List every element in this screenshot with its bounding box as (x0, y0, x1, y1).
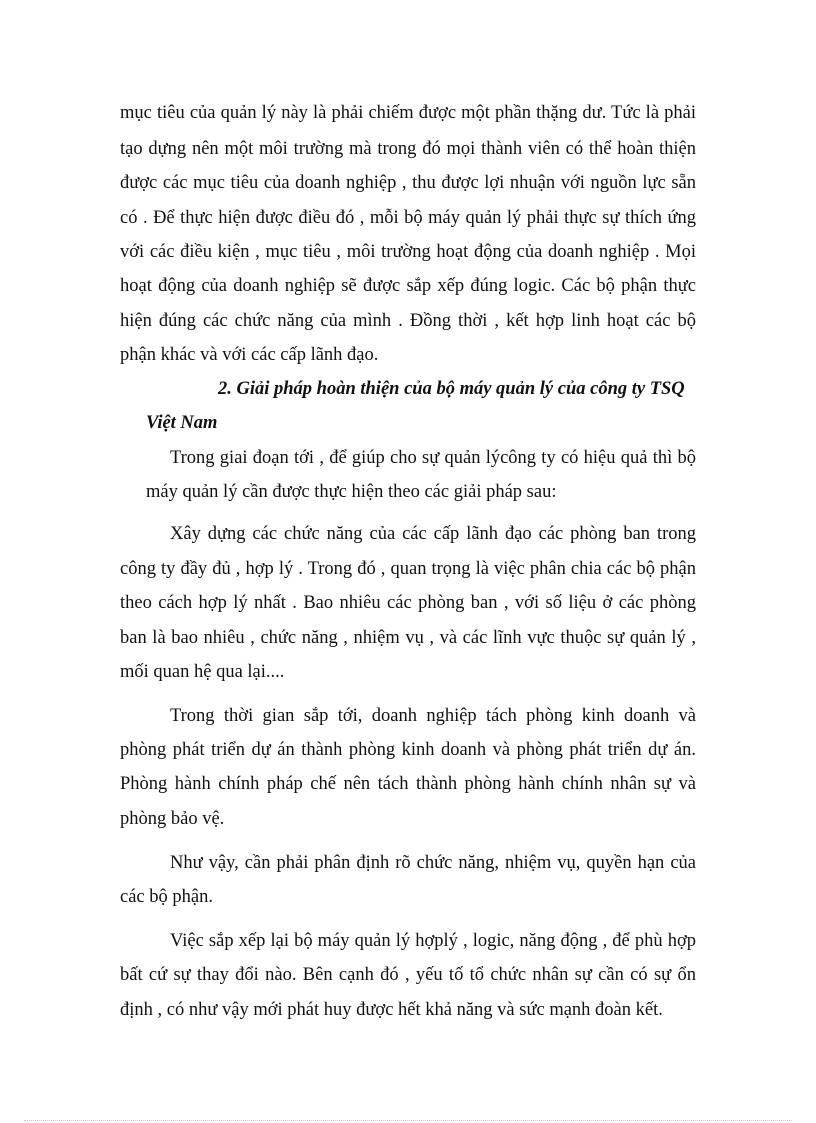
paragraph-line: mối quan hệ qua lại.... (120, 662, 285, 682)
paragraph-line: Việc sắp xếp lại bộ máy quản lý hợplý , logic, năng động , để phù hợp (170, 931, 696, 951)
paragraph-line: phận khác và với các cấp lãnh đạo. (120, 345, 379, 365)
paragraph-line: mục tiêu của quản lý này là phải chiếm được một phần thặng dư. Tức là phải (120, 103, 696, 123)
paragraph-line: Trong thời gian sắp tới, doanh nghiệp tách phòng kinh doanh và (170, 706, 696, 726)
paragraph-line: Phòng hành chính pháp chế nên tách thành phòng hành chính nhân sự và (120, 774, 696, 794)
paragraph-line: Xây dựng các chức năng của các cấp lãnh đạo các phòng ban trong (170, 524, 696, 544)
paragraph-line: máy quản lý cần được thực hiện theo các giải pháp sau: (146, 482, 557, 502)
paragraph-line: phòng bảo vệ. (120, 809, 225, 829)
paragraph-line: hoạt động của doanh nghiệp sẽ được sắp xếp đúng logic. Các bộ phận thực (120, 276, 696, 296)
paragraph-line: Như vậy, cần phải phân định rõ chức năng, nhiệm vụ, quyền hạn của (170, 853, 696, 873)
paragraph-line: có . Để thực hiện được điều đó , mỗi bộ máy quản lý phải thực sự thích ứng (120, 208, 696, 228)
paragraph-line: ban là bao nhiêu , chức năng , nhiệm vụ , và các lĩnh vực thuộc sự quản lý , (120, 628, 696, 648)
heading-line: 2. Giải pháp hoàn thiện của bộ máy quản lý của công ty TSQ (218, 379, 685, 399)
paragraph-line: Trong giai đoạn tới , để giúp cho sự quản lýcông ty có hiệu quả thì bộ (170, 448, 696, 468)
paragraph-line: công ty đầy đủ , hợp lý . Trong đó , quan trọng là việc phân chia các bộ phận (120, 559, 696, 579)
paragraph-line: với các điều kiện , mục tiêu , môi trường hoạt động của doanh nghiệp . Mọi (120, 242, 696, 262)
paragraph-line: theo cách hợp lý nhất . Bao nhiêu các phòng ban , với số liệu ở các phòng (120, 593, 696, 613)
paragraph-line: tạo dựng nên một môi trường mà trong đó mọi thành viên có thể hoàn thiện (120, 139, 696, 159)
paragraph-line: các bộ phận. (120, 887, 213, 907)
heading-line: Việt Nam (146, 413, 218, 433)
paragraph-line: được các mục tiêu của doanh nghiệp , thu được lợi nhuận với nguồn lực sẵn (120, 173, 696, 193)
paragraph-line: định , có như vậy mới phát huy được hết khả năng và sức mạnh đoàn kết. (120, 1000, 663, 1020)
paragraph-line: hiện đúng các chức năng của mình . Đồng thời , kết hợp linh hoạt các bộ (120, 311, 696, 331)
paragraph-line: bất cứ sự thay đổi nào. Bên cạnh đó , yếu tố tổ chức nhân sự cần có sự ổn (120, 965, 696, 985)
paragraph-line: phòng phát triển dự án thành phòng kinh doanh và phòng phát triển dự án. (120, 740, 696, 760)
page-bottom-divider (24, 1120, 792, 1121)
